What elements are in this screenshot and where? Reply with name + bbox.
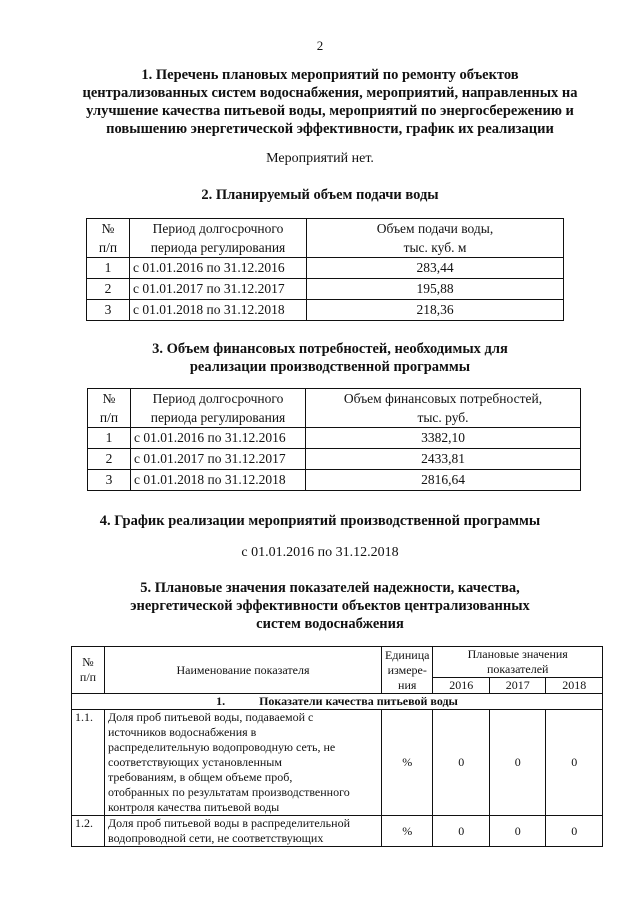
header-text: Единица xyxy=(385,647,430,662)
header-text: № xyxy=(82,655,94,669)
header-num xyxy=(72,647,105,694)
header-text: периода регулирования xyxy=(150,410,286,425)
table-row xyxy=(72,710,603,816)
section4-period: с 01.01.2016 по 31.12.2018 xyxy=(241,545,399,560)
row-num: 1.2. xyxy=(72,816,105,847)
section3-title-line: реализации производственной программы xyxy=(189,359,471,375)
row-value-2017: 0 xyxy=(489,816,546,847)
row-unit: % xyxy=(382,710,433,816)
row-period: с 01.01.2018 по 31.12.2018 xyxy=(131,470,306,491)
header-period xyxy=(131,389,306,428)
row-value: 218,36 xyxy=(307,300,564,321)
row-name-line: источников водоснабжения в xyxy=(108,725,257,739)
group-row xyxy=(72,694,603,710)
header-text: Объем подачи воды, xyxy=(376,221,494,236)
row-value-2016: 0 xyxy=(433,710,490,816)
financial-needs-table xyxy=(87,388,581,491)
group-title xyxy=(72,694,603,710)
group-num: 1. xyxy=(216,694,226,708)
page-number: 2 xyxy=(316,38,324,53)
header-num xyxy=(87,219,130,258)
row-num: 3 xyxy=(87,300,130,321)
row-value: 2816,64 xyxy=(306,470,581,491)
header-text: № xyxy=(101,221,115,236)
section1-title xyxy=(60,66,600,138)
row-name-line: Доля проб питьевой воды, подаваемой с xyxy=(108,710,314,724)
section5-title-line: систем водоснабжения xyxy=(256,616,404,632)
header-text: показателей xyxy=(486,662,549,676)
row-num: 1.1. xyxy=(72,710,105,816)
row-value: 283,44 xyxy=(307,258,564,279)
table-row xyxy=(87,300,564,321)
header-value xyxy=(306,389,581,428)
header-name: Наименование показателя xyxy=(105,647,382,694)
header-text: измере- xyxy=(387,662,427,677)
indicators-table xyxy=(71,646,603,847)
row-value-2018: 0 xyxy=(546,710,603,816)
table-row xyxy=(87,279,564,300)
row-name-line: распределительную водопроводную сеть, не xyxy=(108,740,336,754)
header-text: п/п xyxy=(99,410,119,425)
table-row xyxy=(87,258,564,279)
header-text: Плановые значения xyxy=(467,647,568,661)
header-text: п/п xyxy=(98,240,118,255)
section1-title-line: централизованных систем водоснабжения, мероприятий, направленных на xyxy=(82,85,578,101)
row-name xyxy=(105,816,382,847)
row-name xyxy=(105,710,382,816)
row-value-2017: 0 xyxy=(489,710,546,816)
header-unit xyxy=(382,647,433,694)
section1-note: Мероприятий нет. xyxy=(266,151,374,166)
row-num: 2 xyxy=(88,449,131,470)
row-period: с 01.01.2017 по 31.12.2017 xyxy=(130,279,307,300)
row-num: 3 xyxy=(88,470,131,491)
row-name-line: контроля качества питьевой воды xyxy=(108,800,280,814)
section3-title xyxy=(60,340,600,376)
table-header-row xyxy=(72,647,603,678)
row-period: с 01.01.2016 по 31.12.2016 xyxy=(130,258,307,279)
row-value: 3382,10 xyxy=(306,428,581,449)
header-text: п/п xyxy=(79,670,97,684)
header-num xyxy=(88,389,131,428)
header-period xyxy=(130,219,307,258)
section4-title: 4. График реализации мероприятий производственной программы xyxy=(99,513,541,529)
table-row xyxy=(88,470,581,491)
table-row xyxy=(88,428,581,449)
row-name-line: соответствующих установленным xyxy=(108,755,282,769)
table-header-row xyxy=(88,389,581,428)
row-unit: % xyxy=(382,816,433,847)
row-name-line: отобранных по результатам производственного xyxy=(108,785,350,799)
header-text: Объем финансовых потребностей, xyxy=(343,391,543,406)
header-text: тыс. руб. xyxy=(417,410,469,425)
section5-title-line: энергетической эффективности объектов централизованных xyxy=(130,598,530,614)
header-text: Период долгосрочного xyxy=(152,221,284,236)
row-num: 2 xyxy=(87,279,130,300)
header-text: № xyxy=(102,391,116,406)
row-value: 2433,81 xyxy=(306,449,581,470)
header-text: Период долгосрочного xyxy=(152,391,284,406)
row-value-2016: 0 xyxy=(433,816,490,847)
group-label: Показатели качества питьевой воды xyxy=(259,694,458,708)
row-period: с 01.01.2017 по 31.12.2017 xyxy=(131,449,306,470)
row-name-line: требованиям, в общем объеме проб, xyxy=(108,770,293,784)
section2-title: 2. Планируемый объем подачи воды xyxy=(201,187,439,203)
header-text: периода регулирования xyxy=(150,240,286,255)
table-row xyxy=(88,449,581,470)
header-value xyxy=(307,219,564,258)
table-row xyxy=(72,816,603,847)
row-value-2018: 0 xyxy=(546,816,603,847)
section1-title-line: повышению энергетической эффективности, график их реализации xyxy=(106,121,554,137)
row-value: 195,88 xyxy=(307,279,564,300)
section5-title-line: 5. Плановые значения показателей надежности, качества, xyxy=(140,580,520,596)
section1-title-line: 1. Перечень плановых мероприятий по ремонту объектов xyxy=(141,67,519,83)
row-num: 1 xyxy=(87,258,130,279)
table-header-row xyxy=(87,219,564,258)
supply-volume-table xyxy=(86,218,564,321)
section5-title xyxy=(60,579,600,633)
row-period: с 01.01.2018 по 31.12.2018 xyxy=(130,300,307,321)
header-year: 2016 xyxy=(433,678,490,694)
row-name-line: Доля проб питьевой воды в распределительной xyxy=(108,816,350,830)
header-text: ния xyxy=(398,677,417,692)
row-num: 1 xyxy=(88,428,131,449)
row-period: с 01.01.2016 по 31.12.2016 xyxy=(131,428,306,449)
section3-title-line: 3. Объем финансовых потребностей, необходимых для xyxy=(152,341,508,357)
row-name-line: водопроводной сети, не соответствующих xyxy=(108,831,324,845)
header-year: 2017 xyxy=(489,678,546,694)
header-text: тыс. куб. м xyxy=(403,240,467,255)
header-plan xyxy=(433,647,603,678)
header-year: 2018 xyxy=(546,678,603,694)
section1-title-line: улучшение качества питьевой воды, мероприятий по энергосбережению и xyxy=(86,103,574,119)
